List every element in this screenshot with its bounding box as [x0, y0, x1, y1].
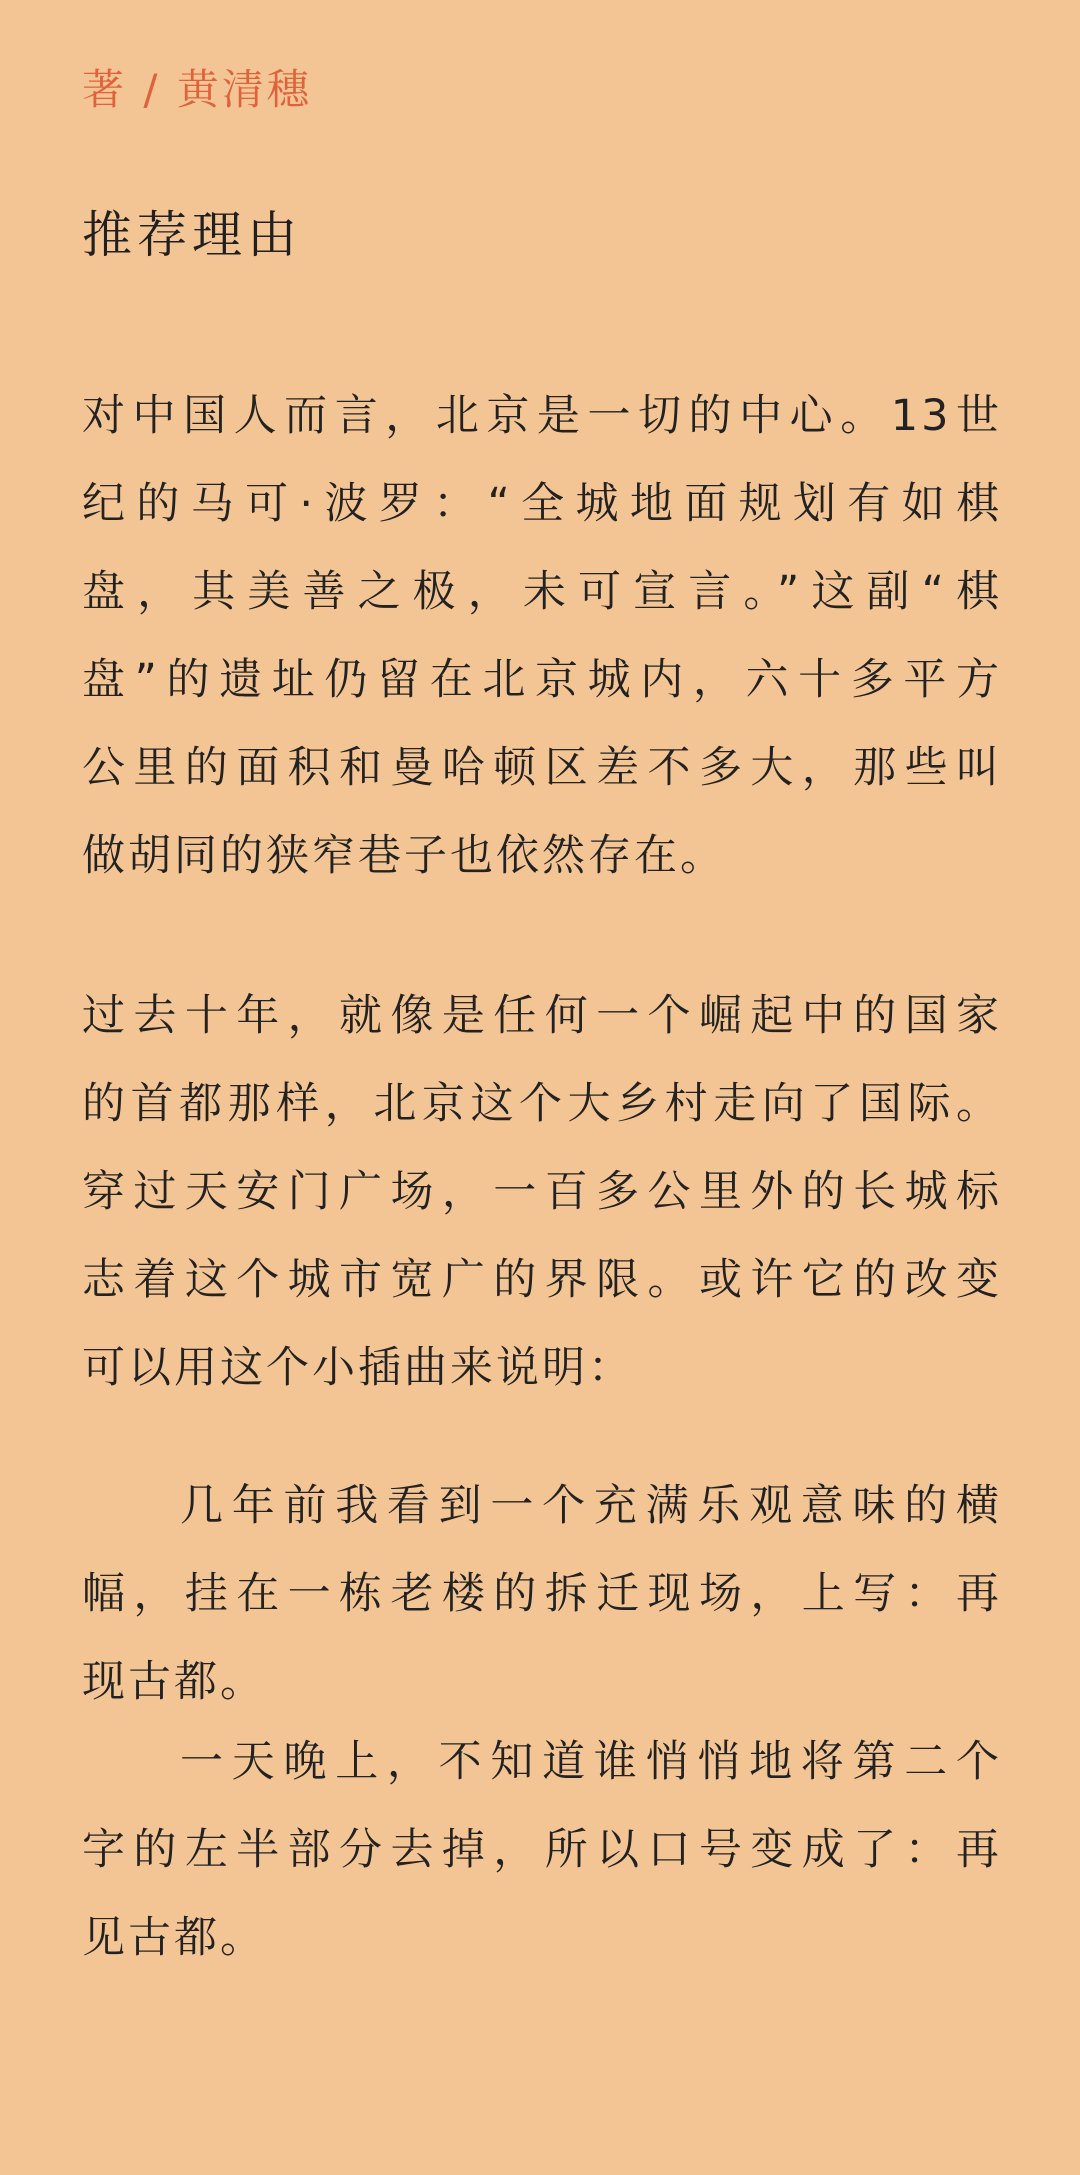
paragraph-line: 见古都。 [82, 1913, 266, 1963]
paragraph-line: 穿过天安门广场，一百多公里外的长城标 [82, 1167, 1002, 1217]
section-heading: 推荐理由 [82, 206, 302, 264]
paragraph-line: 纪的马可·波罗：“全城地面规划有如棋 [82, 479, 1002, 529]
paragraph-2 [82, 972, 1002, 1412]
paragraph-line: 一天晚上，不知道谁悄悄地将第二个 [180, 1737, 1002, 1787]
paragraph-line: 志着这个城市宽广的界限。或许它的改变 [82, 1255, 1002, 1305]
quote-paragraph-1 [82, 1462, 1002, 1726]
author-line: 著 / 黄清穗 [82, 65, 312, 114]
paragraph-line: 对中国人而言，北京是一切的中心。13世 [82, 391, 1002, 441]
paragraph-line: 字的左半部分去掉，所以口号变成了：再 [82, 1825, 1002, 1875]
paragraph-line: 盘”的遗址仍留在北京城内，六十多平方 [82, 655, 1002, 705]
paragraph-line: 盘，其美善之极，未可宣言。”这副“棋 [82, 567, 1002, 617]
paragraph-line: 过去十年，就像是任何一个崛起中的国家 [82, 991, 1002, 1041]
paragraph-line: 公里的面积和曼哈顿区差不多大，那些叫 [82, 743, 1002, 793]
paragraph-line: 可以用这个小插曲来说明： [82, 1343, 634, 1393]
paragraph-line: 幅，挂在一栋老楼的拆迁现场，上写：再 [82, 1569, 1002, 1619]
paragraph-line: 现古都。 [82, 1657, 266, 1707]
paragraph-line: 做胡同的狭窄巷子也依然存在。 [82, 831, 726, 881]
paragraph-1 [82, 372, 1002, 900]
paragraph-line: 的首都那样，北京这个大乡村走向了国际。 [82, 1079, 1002, 1129]
paragraph-line: 几年前我看到一个充满乐观意味的横 [180, 1481, 1002, 1531]
quote-paragraph-2 [82, 1718, 1002, 1982]
